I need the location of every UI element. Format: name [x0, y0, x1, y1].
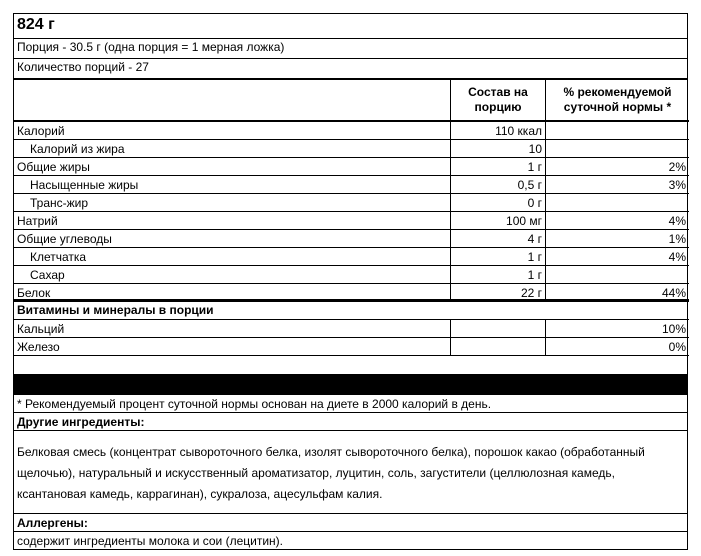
row-name: Транс-жир — [14, 194, 450, 212]
ingredients-heading: Другие ингредиенты: — [13, 413, 688, 431]
row-dv: 4% — [545, 212, 689, 230]
row-dv — [545, 194, 689, 212]
row-name: Насыщенные жиры — [14, 176, 450, 194]
row-name: Клетчатка — [14, 248, 450, 266]
allergens-heading: Аллергены: — [13, 514, 688, 532]
row-dv: 1% — [545, 230, 689, 248]
row-amount: 1 г — [450, 266, 545, 284]
servings-count: Количество порций - 27 — [13, 58, 688, 78]
row-dv — [545, 122, 689, 140]
row-dv: 44% — [545, 284, 689, 302]
ingredients-text: Белковая смесь (концентрат сывороточного белка, изолят сывороточного белка), порошок какао (обработанный щелочью), натуральный и искусственный ароматизатор, луцитин, соль, загустители (целлюлозная камедь, ксантановая камедь, каррагинан), сукралоза, ацесульфам калия. — [13, 431, 688, 514]
vitamins-heading: Витамины и минералы в порции — [14, 302, 689, 320]
row-amount — [450, 320, 545, 338]
row-name: Натрий — [14, 212, 450, 230]
row-name: Железо — [14, 338, 450, 356]
row-amount — [450, 338, 545, 356]
footnote: * Рекомендуемый процент суточной нормы основан на диете в 2000 калорий в день. — [13, 395, 688, 413]
row-amount: 110 ккал — [450, 122, 545, 140]
row-dv — [545, 266, 689, 284]
row-amount: 0 г — [450, 194, 545, 212]
row-amount: 0,5 г — [450, 176, 545, 194]
row-dv: 4% — [545, 248, 689, 266]
nutrition-table — [13, 78, 688, 375]
row-name: Калорий — [14, 122, 450, 140]
nutrition-label — [13, 13, 688, 550]
table-header-amount: Состав на порцию — [450, 80, 545, 122]
row-amount: 1 г — [450, 248, 545, 266]
row-dv: 2% — [545, 158, 689, 176]
row-name: Сахар — [14, 266, 450, 284]
allergens-text: содержит ингредиенты молока и сои (лецитин). — [13, 532, 688, 550]
row-dv: 3% — [545, 176, 689, 194]
row-name: Общие углеводы — [14, 230, 450, 248]
divider-bar — [13, 375, 688, 395]
row-dv: 10% — [545, 320, 689, 338]
row-amount: 4 г — [450, 230, 545, 248]
row-amount: 1 г — [450, 158, 545, 176]
row-amount: 10 — [450, 140, 545, 158]
row-amount: 100 мг — [450, 212, 545, 230]
row-name: Белок — [14, 284, 450, 302]
row-name: Калорий из жира — [14, 140, 450, 158]
product-weight: 824 г — [13, 13, 688, 38]
row-amount: 22 г — [450, 284, 545, 302]
table-header-dv: % рекомендуемой суточной нормы * — [545, 80, 689, 122]
row-dv — [545, 140, 689, 158]
blank-row — [14, 356, 689, 374]
row-name: Кальций — [14, 320, 450, 338]
table-header-name — [14, 80, 450, 122]
serving-size: Порция - 30.5 г (одна порция = 1 мерная ложка) — [13, 38, 688, 58]
row-dv: 0% — [545, 338, 689, 356]
row-name: Общие жиры — [14, 158, 450, 176]
